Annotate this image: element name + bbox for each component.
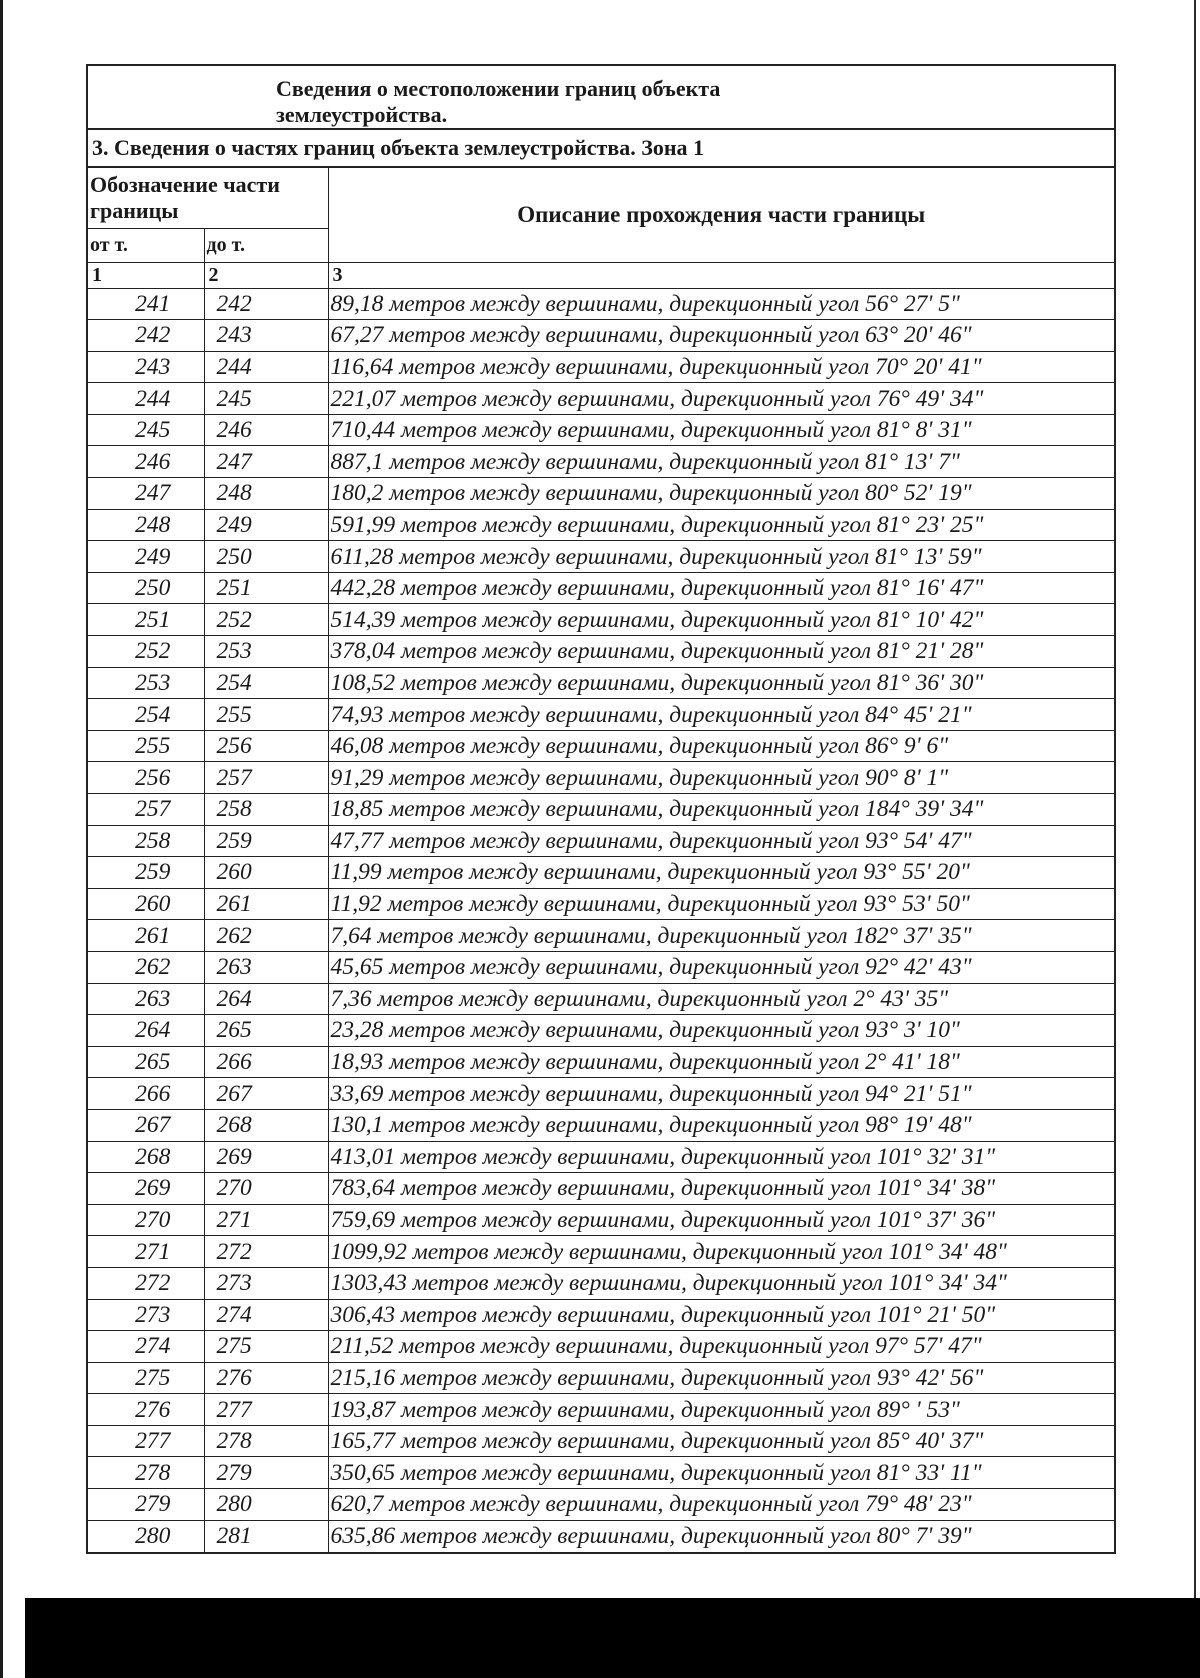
from-point-cell: 256 — [88, 762, 204, 794]
title-cell — [88, 66, 1114, 130]
description-cell: 67,27 метров между вершинами, дирекционный угол 63° 20' 46" — [328, 320, 1114, 352]
from-point-cell: 272 — [88, 1267, 204, 1299]
description-cell: 591,99 метров между вершинами, дирекционный угол 81° 23' 25" — [328, 509, 1114, 541]
from-point-cell: 267 — [88, 1109, 204, 1141]
from-point-cell: 264 — [88, 1015, 204, 1047]
to-point-cell: 279 — [204, 1457, 328, 1489]
from-point-cell: 243 — [88, 351, 204, 383]
from-point-cell: 245 — [88, 414, 204, 446]
from-point-cell: 258 — [88, 825, 204, 857]
table-row — [88, 951, 1114, 983]
table-row — [88, 1457, 1114, 1489]
table-row — [88, 478, 1114, 510]
description-cell: 33,69 метров между вершинами, дирекционный угол 94° 21' 51" — [328, 1078, 1114, 1110]
description-cell: 378,04 метров между вершинами, дирекционный угол 81° 21' 28" — [328, 636, 1114, 668]
description-cell: 23,28 метров между вершинами, дирекционный угол 93° 3' 10" — [328, 1015, 1114, 1047]
description-cell: 759,69 метров между вершинами, дирекционный угол 101° 37' 36" — [328, 1204, 1114, 1236]
to-point-cell: 277 — [204, 1394, 328, 1426]
description-cell: 1303,43 метров между вершинами, дирекционный угол 101° 34' 34" — [328, 1267, 1114, 1299]
from-point-cell: 266 — [88, 1078, 204, 1110]
from-point-cell: 261 — [88, 920, 204, 952]
description-cell: 211,52 метров между вершинами, дирекционный угол 97° 57' 47" — [328, 1331, 1114, 1363]
document-title: Сведения о местоположении границ объекта землеустройства. — [276, 76, 721, 127]
from-point-cell: 253 — [88, 667, 204, 699]
table-row — [88, 857, 1114, 889]
description-cell: 306,43 метров между вершинами, дирекционный угол 101° 21' 50" — [328, 1299, 1114, 1331]
description-cell: 514,39 метров между вершинами, дирекционный угол 81° 10' 42" — [328, 604, 1114, 636]
from-point-cell: 257 — [88, 794, 204, 826]
from-point-cell: 270 — [88, 1204, 204, 1236]
to-point-cell: 263 — [204, 951, 328, 983]
table-row — [88, 320, 1114, 352]
table-row — [88, 1520, 1114, 1552]
description-cell: 7,64 метров между вершинами, дирекционный угол 182° 37' 35" — [328, 920, 1114, 952]
description-cell: 18,93 метров между вершинами, дирекционный угол 2° 41' 18" — [328, 1046, 1114, 1078]
description-cell: 413,01 метров между вершинами, дирекционный угол 101° 32' 31" — [328, 1141, 1114, 1173]
table-row — [88, 920, 1114, 952]
header-part-designation: Обозначение части границы — [88, 168, 328, 228]
description-cell: 1099,92 метров между вершинами, дирекционный угол 101° 34' 48" — [328, 1236, 1114, 1268]
table-row — [88, 1078, 1114, 1110]
to-point-cell: 252 — [204, 604, 328, 636]
to-point-cell: 242 — [204, 288, 328, 320]
to-point-cell: 261 — [204, 888, 328, 920]
table-row — [88, 1489, 1114, 1521]
table-row — [88, 699, 1114, 731]
description-cell: 91,29 метров между вершинами, дирекционный угол 90° 8' 1" — [328, 762, 1114, 794]
description-cell: 165,77 метров между вершинами, дирекционный угол 85° 40' 37" — [328, 1425, 1114, 1457]
from-point-cell: 247 — [88, 478, 204, 510]
description-cell: 45,65 метров между вершинами, дирекционный угол 92° 42' 43" — [328, 951, 1114, 983]
to-point-cell: 267 — [204, 1078, 328, 1110]
header-description: Описание прохождения части границы — [328, 168, 1114, 262]
to-point-cell: 255 — [204, 699, 328, 731]
column-number: 2 — [204, 262, 328, 288]
column-number: 3 — [328, 262, 1114, 288]
from-point-cell: 280 — [88, 1520, 204, 1552]
from-point-cell: 241 — [88, 288, 204, 320]
table-row — [88, 636, 1114, 668]
from-point-cell: 262 — [88, 951, 204, 983]
description-cell: 108,52 метров между вершинами, дирекционный угол 81° 36' 30" — [328, 667, 1114, 699]
from-point-cell: 278 — [88, 1457, 204, 1489]
to-point-cell: 265 — [204, 1015, 328, 1047]
to-point-cell: 271 — [204, 1204, 328, 1236]
table-row — [88, 1204, 1114, 1236]
description-cell: 887,1 метров между вершинами, дирекционный угол 81° 13' 7" — [328, 446, 1114, 478]
description-cell: 18,85 метров между вершинами, дирекционный угол 184° 39' 34" — [328, 794, 1114, 826]
header-to-point: до т. — [204, 228, 328, 262]
to-point-cell: 247 — [204, 446, 328, 478]
to-point-cell: 243 — [204, 320, 328, 352]
description-cell: 89,18 метров между вершинами, дирекционный угол 56° 27' 5" — [328, 288, 1114, 320]
from-point-cell: 246 — [88, 446, 204, 478]
description-cell: 215,16 метров между вершинами, дирекционный угол 93° 42' 56" — [328, 1362, 1114, 1394]
table-row — [88, 509, 1114, 541]
description-cell: 783,64 метров между вершинами, дирекционный угол 101° 34' 38" — [328, 1173, 1114, 1205]
table-row — [88, 414, 1114, 446]
table-row — [88, 825, 1114, 857]
from-point-cell: 244 — [88, 383, 204, 415]
from-point-cell: 248 — [88, 509, 204, 541]
table-row — [88, 351, 1114, 383]
to-point-cell: 276 — [204, 1362, 328, 1394]
description-cell: 180,2 метров между вершинами, дирекционный угол 80° 52' 19" — [328, 478, 1114, 510]
to-point-cell: 281 — [204, 1520, 328, 1552]
table-row — [88, 888, 1114, 920]
table-row — [88, 1331, 1114, 1363]
table-row — [88, 1173, 1114, 1205]
boundary-table — [88, 168, 1114, 1552]
description-cell: 11,99 метров между вершинами, дирекционный угол 93° 55' 20" — [328, 857, 1114, 889]
table-row — [88, 1141, 1114, 1173]
table-row — [88, 667, 1114, 699]
from-point-cell: 250 — [88, 572, 204, 604]
header-from-point: от т. — [88, 228, 204, 262]
to-point-cell: 248 — [204, 478, 328, 510]
from-point-cell: 254 — [88, 699, 204, 731]
from-point-cell: 255 — [88, 730, 204, 762]
to-point-cell: 274 — [204, 1299, 328, 1331]
description-cell: 130,1 метров между вершинами, дирекционный угол 98° 19' 48" — [328, 1109, 1114, 1141]
to-point-cell: 256 — [204, 730, 328, 762]
description-cell: 635,86 метров между вершинами, дирекционный угол 80° 7' 39" — [328, 1520, 1114, 1552]
from-point-cell: 242 — [88, 320, 204, 352]
from-point-cell: 271 — [88, 1236, 204, 1268]
description-cell: 710,44 метров между вершинами, дирекционный угол 81° 8' 31" — [328, 414, 1114, 446]
to-point-cell: 254 — [204, 667, 328, 699]
table-row — [88, 572, 1114, 604]
table-row — [88, 983, 1114, 1015]
to-point-cell: 259 — [204, 825, 328, 857]
to-point-cell: 244 — [204, 351, 328, 383]
to-point-cell: 245 — [204, 383, 328, 415]
to-point-cell: 272 — [204, 1236, 328, 1268]
to-point-cell: 269 — [204, 1141, 328, 1173]
to-point-cell: 268 — [204, 1109, 328, 1141]
to-point-cell: 257 — [204, 762, 328, 794]
to-point-cell: 250 — [204, 541, 328, 573]
scan-edge-left — [0, 0, 3, 1678]
from-point-cell: 263 — [88, 983, 204, 1015]
table-row — [88, 383, 1114, 415]
description-cell: 11,92 метров между вершинами, дирекционный угол 93° 53' 50" — [328, 888, 1114, 920]
table-row — [88, 1267, 1114, 1299]
to-point-cell: 260 — [204, 857, 328, 889]
to-point-cell: 266 — [204, 1046, 328, 1078]
description-cell: 7,36 метров между вершинами, дирекционный угол 2° 43' 35" — [328, 983, 1114, 1015]
table-row — [88, 730, 1114, 762]
table-row — [88, 604, 1114, 636]
from-point-cell: 276 — [88, 1394, 204, 1426]
table-row — [88, 288, 1114, 320]
to-point-cell: 262 — [204, 920, 328, 952]
from-point-cell: 265 — [88, 1046, 204, 1078]
from-point-cell: 273 — [88, 1299, 204, 1331]
description-cell: 46,08 метров между вершинами, дирекционный угол 86° 9' 6" — [328, 730, 1114, 762]
to-point-cell: 249 — [204, 509, 328, 541]
description-cell: 47,77 метров между вершинами, дирекционный угол 93° 54' 47" — [328, 825, 1114, 857]
boundary-rows — [88, 288, 1114, 1552]
table-row — [88, 794, 1114, 826]
from-point-cell: 249 — [88, 541, 204, 573]
table-row — [88, 1362, 1114, 1394]
to-point-cell: 258 — [204, 794, 328, 826]
from-point-cell: 275 — [88, 1362, 204, 1394]
description-cell: 116,64 метров между вершинами, дирекционный угол 70° 20' 41" — [328, 351, 1114, 383]
from-point-cell: 251 — [88, 604, 204, 636]
to-point-cell: 280 — [204, 1489, 328, 1521]
table-row — [88, 541, 1114, 573]
table-row — [88, 446, 1114, 478]
table-row — [88, 1109, 1114, 1141]
table-row — [88, 1236, 1114, 1268]
to-point-cell: 275 — [204, 1331, 328, 1363]
to-point-cell: 253 — [204, 636, 328, 668]
description-cell: 193,87 метров между вершинами, дирекционный угол 89° ' 53" — [328, 1394, 1114, 1426]
from-point-cell: 259 — [88, 857, 204, 889]
description-cell: 611,28 метров между вершинами, дирекционный угол 81° 13' 59" — [328, 541, 1114, 573]
from-point-cell: 260 — [88, 888, 204, 920]
scan-edge-right — [1194, 0, 1196, 1600]
column-number: 1 — [88, 262, 204, 288]
from-point-cell: 274 — [88, 1331, 204, 1363]
from-point-cell: 269 — [88, 1173, 204, 1205]
column-number-row — [88, 262, 1114, 288]
description-cell: 221,07 метров между вершинами, дирекционный угол 76° 49' 34" — [328, 383, 1114, 415]
table-row — [88, 1394, 1114, 1426]
to-point-cell: 270 — [204, 1173, 328, 1205]
from-point-cell: 277 — [88, 1425, 204, 1457]
description-cell: 350,65 метров между вершинами, дирекционный угол 81° 33' 11" — [328, 1457, 1114, 1489]
table-row — [88, 762, 1114, 794]
scan-bottom-band — [25, 1598, 1200, 1678]
description-cell: 442,28 метров между вершинами, дирекционный угол 81° 16' 47" — [328, 572, 1114, 604]
table-row — [88, 1299, 1114, 1331]
table-row — [88, 1015, 1114, 1047]
from-point-cell: 252 — [88, 636, 204, 668]
description-cell: 620,7 метров между вершинами, дирекционный угол 79° 48' 23" — [328, 1489, 1114, 1521]
to-point-cell: 278 — [204, 1425, 328, 1457]
from-point-cell: 268 — [88, 1141, 204, 1173]
boundary-sheet — [86, 64, 1116, 1554]
from-point-cell: 279 — [88, 1489, 204, 1521]
description-cell: 74,93 метров между вершинами, дирекционный угол 84° 45' 21" — [328, 699, 1114, 731]
section-title: 3. Сведения о частях границ объекта землеустройства. Зона 1 — [88, 130, 1114, 168]
to-point-cell: 251 — [204, 572, 328, 604]
to-point-cell: 264 — [204, 983, 328, 1015]
to-point-cell: 273 — [204, 1267, 328, 1299]
table-row — [88, 1046, 1114, 1078]
to-point-cell: 246 — [204, 414, 328, 446]
table-row — [88, 1425, 1114, 1457]
